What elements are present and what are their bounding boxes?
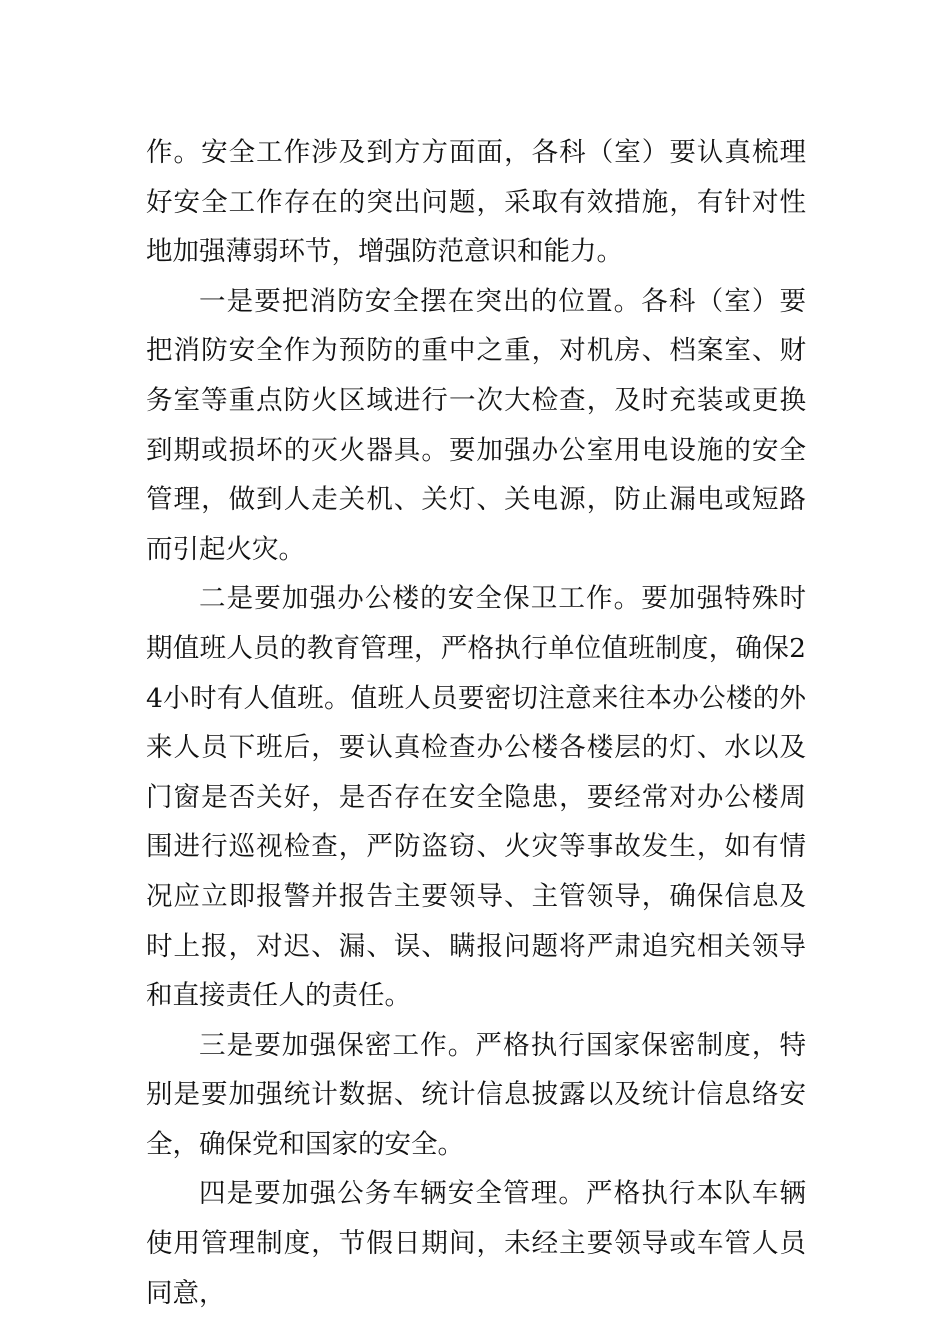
paragraph-office-security: 二是要加强办公楼的安全保卫工作。要加强特殊时期值班人员的教育管理，严格执行单位值班制度，确保24小时有人值班。值班人员要密切注意来往本办公楼的外来人员下班后，要认真检查办公楼各楼层的灯、水以及门窗是否关好，是否存在安全隐患，要经常对办公楼周围进行巡视检查，严防盗窃、火灾等事故发生，如有情况应立即报警并报告主要领导、主管领导，确保信息及时上报，对迟、漏、误、瞒报问题将严肃追究相关领导和直接责任人的责任。 [146,583,806,1012]
paragraph-vehicle-management: 四是要加强公务车辆安全管理。严格执行本队车辆使用管理制度，节假日期间，未经主要领导或车管人员同意， [146,1178,806,1309]
document-body [146,128,806,1318]
paragraph-continuation: 作。安全工作涉及到方方面面，各科（室）要认真梳理好安全工作存在的突出问题，采取有效措施，有针对性地加强薄弱环节，增强防范意识和能力。 [146,137,806,268]
paragraph-confidentiality: 三是要加强保密工作。严格执行国家保密制度，特别是要加强统计数据、统计信息披露以及统计信息络安全，确保党和国家的安全。 [146,1029,806,1160]
paragraph-fire-safety: 一是要把消防安全摆在突出的位置。各科（室）要把消防安全作为预防的重中之重，对机房、档案室、财务室等重点防火区域进行一次大检查，及时充装或更换到期或损坏的灭火器具。要加强办公室用电设施的安全管理，做到人走关机、关灯、关电源，防止漏电或短路而引起火灾。 [146,285,806,565]
